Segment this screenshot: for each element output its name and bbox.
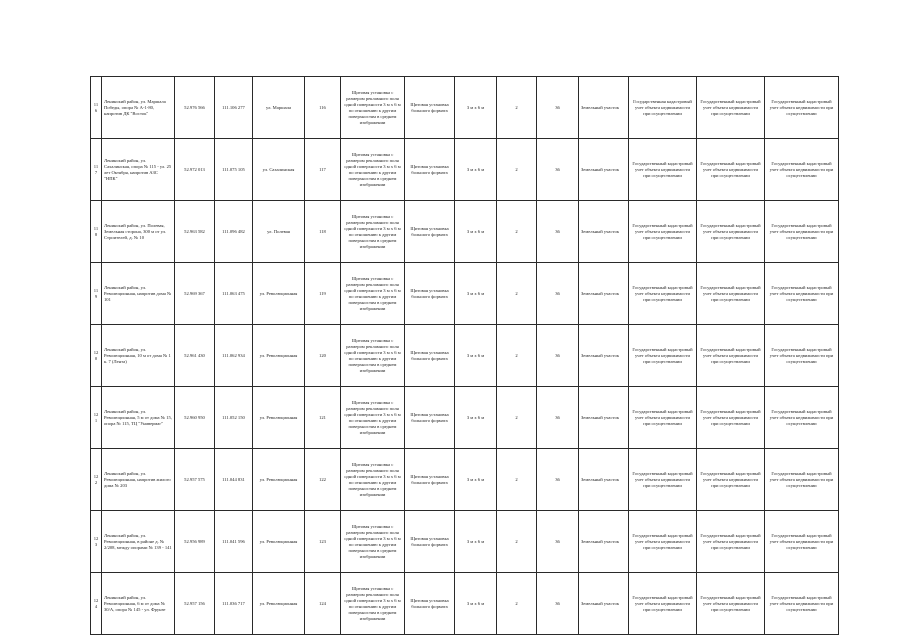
area-cell: 36 — [537, 325, 579, 387]
land-type-cell: Земельный участок — [579, 77, 629, 139]
sides-cell: 2 — [497, 449, 537, 511]
sides-cell: 2 — [497, 573, 537, 635]
row-number: 121 — [91, 387, 102, 449]
size-cell: 3 м х 6 м — [455, 573, 497, 635]
status-cell-3: Государственный кадастровый учет объекта недвижимости при осуществлении — [765, 263, 839, 325]
latitude-cell: 52.957 156 — [175, 573, 215, 635]
street-cell: ул. Революционная — [253, 263, 305, 325]
table-row — [91, 77, 839, 139]
longitude-cell: 111.062 934 — [215, 325, 253, 387]
latitude-cell: 52.956 989 — [175, 511, 215, 573]
status-cell-2: Государственный кадастровый учет объекта недвижимости при осуществлении — [697, 77, 765, 139]
size-cell: 3 м х 6 м — [455, 77, 497, 139]
status-cell-2: Государственный кадастровый учет объекта недвижимости при осуществлении — [697, 511, 765, 573]
description-cell: Щитовая установка с размером рекламного поля одной поверхности 3 м х 6 м по отношению к другим поверхностям в среднем изображении — [341, 511, 405, 573]
land-type-cell: Земельный участок — [579, 201, 629, 263]
street-cell: ул. Революционная — [253, 573, 305, 635]
type-cell: Щитовая установка большого формата — [405, 139, 455, 201]
latitude-cell: 52.960 950 — [175, 387, 215, 449]
table-row — [91, 573, 839, 635]
status-cell-2: Государственный кадастровый учет объекта недвижимости при осуществлении — [697, 387, 765, 449]
code-cell: 124 — [305, 573, 341, 635]
address-cell: Ленинский район, ул. Маршала Победы, опора № А-1-80, напротив ДК "Восток" — [102, 77, 175, 139]
area-cell: 36 — [537, 387, 579, 449]
description-cell: Щитовая установка с размером рекламного поля одной поверхности 3 м х 6 м по отношению к другим поверхностям в среднем изображении — [341, 77, 405, 139]
row-number: 123 — [91, 511, 102, 573]
size-cell: 3 м х 6 м — [455, 139, 497, 201]
type-cell: Щитовая установка большого формата — [405, 201, 455, 263]
size-cell: 3 м х 6 м — [455, 325, 497, 387]
address-cell: Ленинский район, ул. Революционная, напротив дома № 101 — [102, 263, 175, 325]
longitude-cell: 111.052 150 — [215, 387, 253, 449]
land-type-cell: Земельный участок — [579, 325, 629, 387]
street-cell: ул. Сахалинская — [253, 139, 305, 201]
street-cell: ул. Революционная — [253, 511, 305, 573]
status-cell-1: Государственная кадастровый учет объекта недвижимости при осуществлении — [629, 77, 697, 139]
table-row — [91, 139, 839, 201]
latitude-cell: 52.963 582 — [175, 201, 215, 263]
row-number: 124 — [91, 573, 102, 635]
area-cell: 36 — [537, 201, 579, 263]
sides-cell: 2 — [497, 325, 537, 387]
type-cell: Щитовая установка большого формата — [405, 77, 455, 139]
sides-cell: 2 — [497, 263, 537, 325]
latitude-cell: 52.976 566 — [175, 77, 215, 139]
status-cell-3: Государственный кадастровый учет объекта недвижимости при осуществлении — [765, 387, 839, 449]
address-cell: Ленинский район, ул. Революционная, 5 м от дома № 15, опора № 115, ТЦ "Универмаг" — [102, 387, 175, 449]
row-number: 119 — [91, 263, 102, 325]
status-cell-3: Государственный кадастровый учет объекта недвижимости при осуществлении — [765, 201, 839, 263]
street-cell: ул. Революционная — [253, 449, 305, 511]
longitude-cell: 111.044 831 — [215, 449, 253, 511]
row-number: 116 — [91, 77, 102, 139]
street-cell: ул. Маршала — [253, 77, 305, 139]
type-cell: Щитовая установка большого формата — [405, 387, 455, 449]
address-cell: Ленинский район, ул. Революционная, напротив жилого дома № 203 — [102, 449, 175, 511]
row-number: 120 — [91, 325, 102, 387]
longitude-cell: 111.036 717 — [215, 573, 253, 635]
document-page — [90, 76, 838, 635]
table-row — [91, 263, 839, 325]
description-cell: Щитовая установка с размером рекламного поля одной поверхности 3 м х 6 м по отношению к другим поверхностям в среднем изображении — [341, 387, 405, 449]
type-cell: Щитовая установка большого формата — [405, 263, 455, 325]
sides-cell: 2 — [497, 139, 537, 201]
longitude-cell: 111.041 596 — [215, 511, 253, 573]
description-cell: Щитовая установка с размером рекламного поля одной поверхности 3 м х 6 м по отношению к другим поверхностям в среднем изображении — [341, 201, 405, 263]
status-cell-1: Государственный кадастровый учет объекта недвижимости при осуществлении — [629, 573, 697, 635]
area-cell: 36 — [537, 573, 579, 635]
size-cell: 3 м х 6 м — [455, 511, 497, 573]
status-cell-3: Государственный кадастровый учет объекта недвижимости при осуществлении — [765, 573, 839, 635]
type-cell: Щитовая установка большого формата — [405, 573, 455, 635]
latitude-cell: 52.969 367 — [175, 263, 215, 325]
address-cell: Ленинский район, ул. Революционная, в районе д. № 2/208, между опорами № 139 - 141 — [102, 511, 175, 573]
sides-cell: 2 — [497, 511, 537, 573]
table-row — [91, 449, 839, 511]
table-row — [91, 201, 839, 263]
description-cell: Щитовая установка с размером рекламного поля одной поверхности 3 м х 6 м по отношению к другим поверхностям в среднем изображении — [341, 573, 405, 635]
size-cell: 3 м х 6 м — [455, 201, 497, 263]
status-cell-1: Государственный кадастровый учет объекта недвижимости при осуществлении — [629, 201, 697, 263]
status-cell-2: Государственный кадастровый учет объекта недвижимости при осуществлении — [697, 263, 765, 325]
description-cell: Щитовая установка с размером рекламного поля одной поверхности 3 м х 6 м по отношению к другим поверхностям в среднем изображении — [341, 325, 405, 387]
land-type-cell: Земельный участок — [579, 387, 629, 449]
address-cell: Ленинский район, ул. Революционная, 10 м от дома № 1 к. 7 (Лента) — [102, 325, 175, 387]
status-cell-2: Государственный кадастровый учет объекта недвижимости при осуществлении — [697, 573, 765, 635]
status-cell-1: Государственный кадастровый учет объекта недвижимости при осуществлении — [629, 263, 697, 325]
table-body — [91, 77, 839, 635]
status-cell-2: Государственный кадастровый учет объекта недвижимости при осуществлении — [697, 325, 765, 387]
sides-cell: 2 — [497, 201, 537, 263]
type-cell: Щитовая установка большого формата — [405, 325, 455, 387]
size-cell: 3 м х 6 м — [455, 449, 497, 511]
latitude-cell: 52.972 013 — [175, 139, 215, 201]
address-cell: Ленинский район, ул. Сахалинская, опора № 115 - ул. 25 лет Октября, напротив АЗС "НПК" — [102, 139, 175, 201]
status-cell-3: Государственный кадастровый учет объекта недвижимости при осуществлении — [765, 449, 839, 511]
status-cell-3: Государственный кадастровый учет объекта недвижимости при осуществлении — [765, 139, 839, 201]
street-cell: ул. Полевая — [253, 201, 305, 263]
status-cell-1: Государственный кадастровый учет объекта недвижимости при осуществлении — [629, 449, 697, 511]
street-cell: ул. Революционная — [253, 387, 305, 449]
status-cell-3: Государственный кадастровый учет объекта недвижимости при осуществлении — [765, 511, 839, 573]
code-cell: 118 — [305, 201, 341, 263]
row-number: 117 — [91, 139, 102, 201]
size-cell: 3 м х 6 м — [455, 263, 497, 325]
description-cell: Щитовая установка с размером рекламного поля одной поверхности 3 м х 6 м по отношению к другим поверхностям в среднем изображении — [341, 449, 405, 511]
advertising-register-table — [90, 76, 839, 635]
code-cell: 120 — [305, 325, 341, 387]
land-type-cell: Земельный участок — [579, 139, 629, 201]
description-cell: Щитовая установка с размером рекламного поля одной поверхности 3 м х 6 м по отношению к другим поверхностям в среднем изображении — [341, 139, 405, 201]
code-cell: 116 — [305, 77, 341, 139]
description-cell: Щитовая установка с размером рекламного поля одной поверхности 3 м х 6 м по отношению к другим поверхностям в среднем изображении — [341, 263, 405, 325]
longitude-cell: 111.106 277 — [215, 77, 253, 139]
sides-cell: 2 — [497, 77, 537, 139]
land-type-cell: Земельный участок — [579, 449, 629, 511]
address-cell: Ленинский район, ул. Полевая, Земельная сторона, 300 м от ул. Строителей, д. № 10 — [102, 201, 175, 263]
status-cell-2: Государственный кадастровый учет объекта недвижимости при осуществлении — [697, 139, 765, 201]
status-cell-1: Государственный кадастровый учет объекта недвижимости при осуществлении — [629, 511, 697, 573]
area-cell: 36 — [537, 511, 579, 573]
sides-cell: 2 — [497, 387, 537, 449]
code-cell: 117 — [305, 139, 341, 201]
land-type-cell: Земельный участок — [579, 511, 629, 573]
area-cell: 36 — [537, 449, 579, 511]
latitude-cell: 52.961 430 — [175, 325, 215, 387]
longitude-cell: 111.063 475 — [215, 263, 253, 325]
table-row — [91, 387, 839, 449]
code-cell: 119 — [305, 263, 341, 325]
area-cell: 36 — [537, 77, 579, 139]
longitude-cell: 111.075 105 — [215, 139, 253, 201]
status-cell-3: Государственный кадастровый учет объекта недвижимости при осуществлении — [765, 77, 839, 139]
latitude-cell: 52.957 575 — [175, 449, 215, 511]
status-cell-3: Государственный кадастровый учет объекта недвижимости при осуществлении — [765, 325, 839, 387]
status-cell-2: Государственный кадастровый учет объекта недвижимости при осуществлении — [697, 449, 765, 511]
code-cell: 123 — [305, 511, 341, 573]
area-cell: 36 — [537, 263, 579, 325]
status-cell-2: Государственный кадастровый учет объекта недвижимости при осуществлении — [697, 201, 765, 263]
longitude-cell: 111.096 482 — [215, 201, 253, 263]
type-cell: Щитовая установка большого формата — [405, 449, 455, 511]
status-cell-1: Государственный кадастровый учет объекта недвижимости при осуществлении — [629, 139, 697, 201]
type-cell: Щитовая установка большого формата — [405, 511, 455, 573]
row-number: 118 — [91, 201, 102, 263]
land-type-cell: Земельный участок — [579, 263, 629, 325]
land-type-cell: Земельный участок — [579, 573, 629, 635]
table-row — [91, 325, 839, 387]
area-cell: 36 — [537, 139, 579, 201]
code-cell: 122 — [305, 449, 341, 511]
code-cell: 121 — [305, 387, 341, 449]
street-cell: ул. Революционная — [253, 325, 305, 387]
size-cell: 3 м х 6 м — [455, 387, 497, 449]
status-cell-1: Государственный кадастровый учет объекта недвижимости при осуществлении — [629, 387, 697, 449]
status-cell-1: Государственный кадастровый учет объекта недвижимости при осуществлении — [629, 325, 697, 387]
row-number: 122 — [91, 449, 102, 511]
address-cell: Ленинский район, ул. Революционная, 6 м от дома № 30/А, опора № 145 - ул. Фрунзе — [102, 573, 175, 635]
table-row — [91, 511, 839, 573]
